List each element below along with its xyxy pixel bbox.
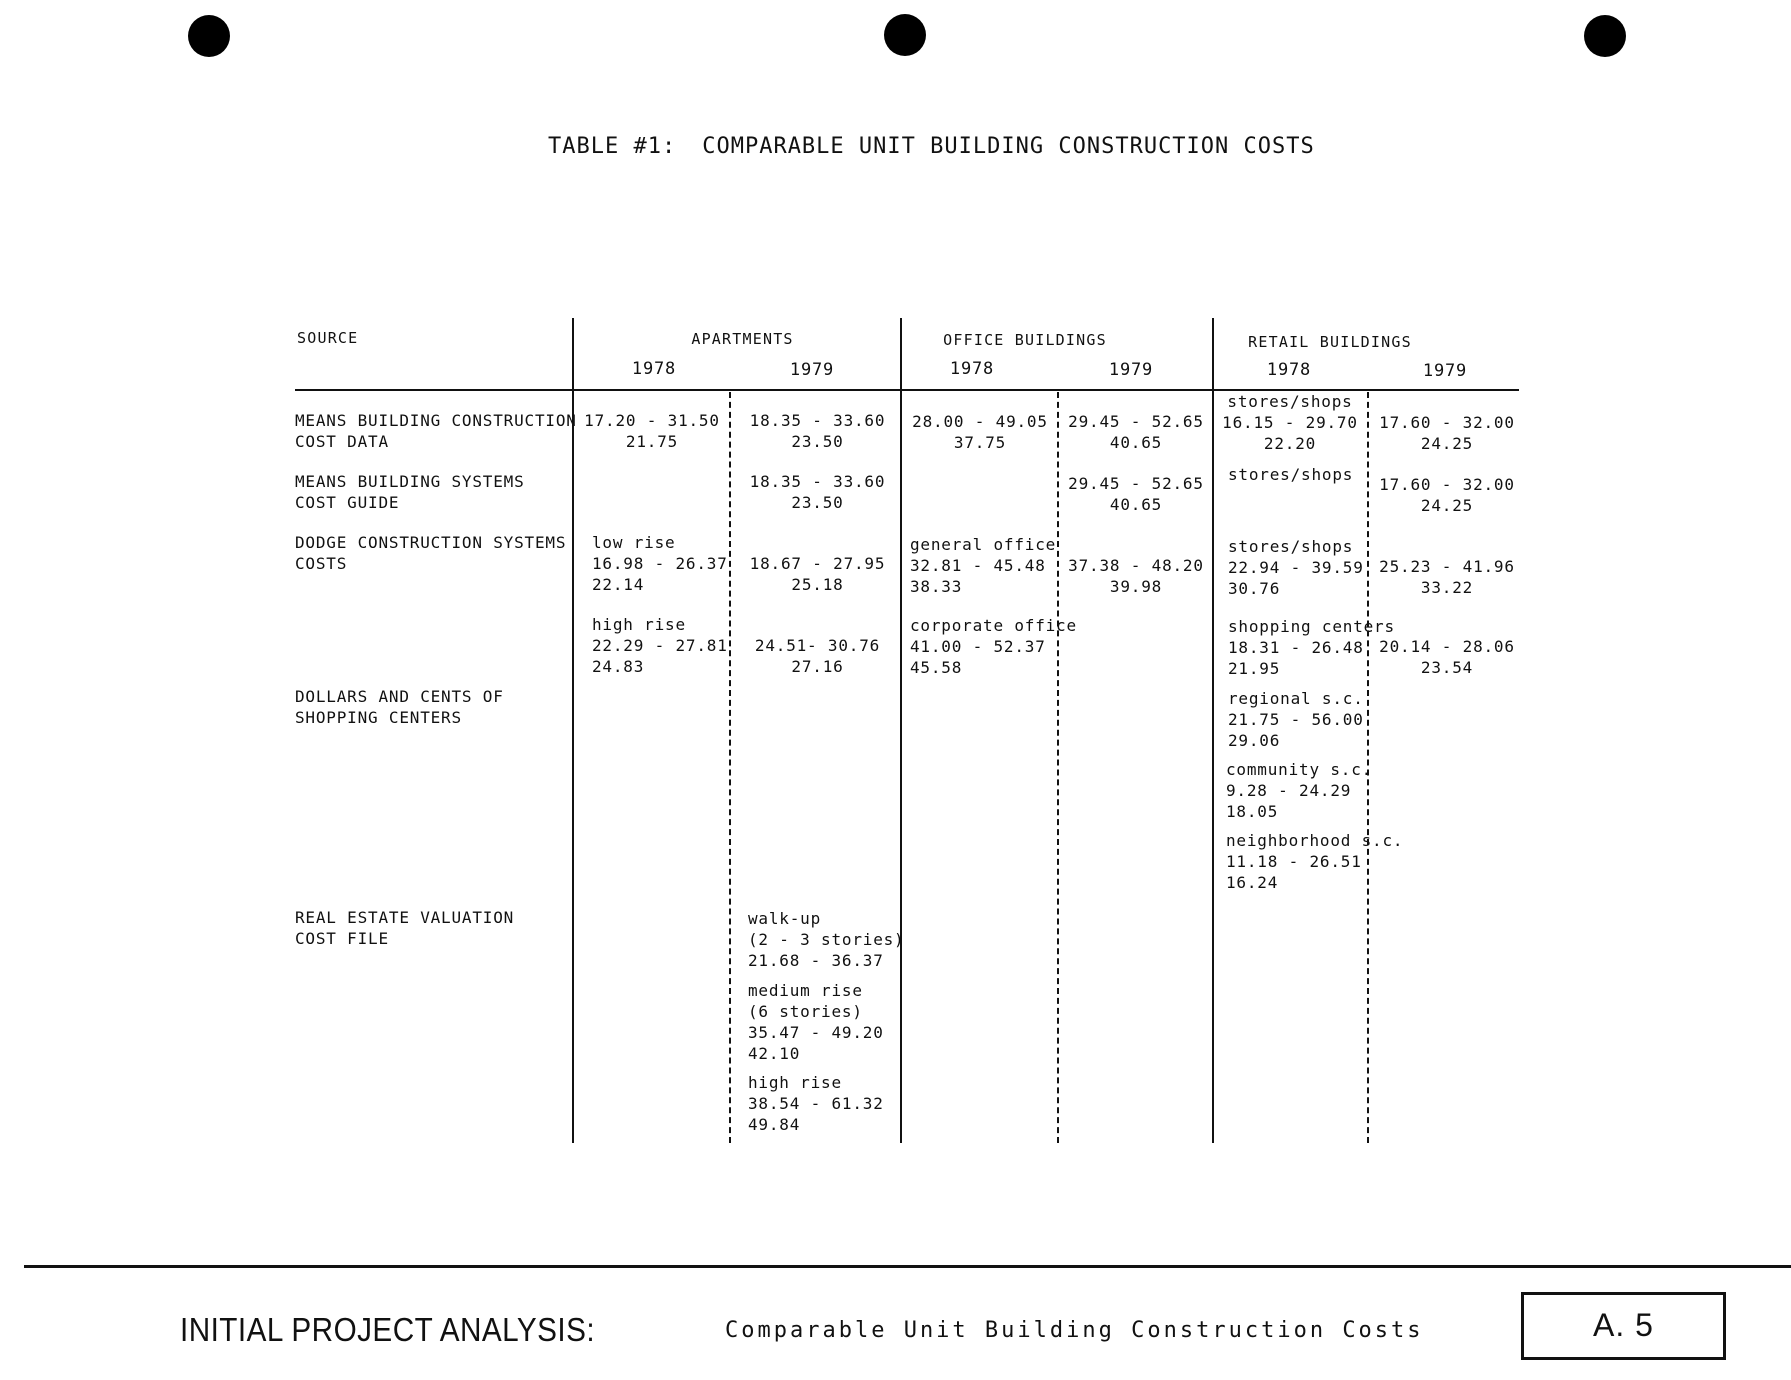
header-apartments: APARTMENTS: [691, 330, 794, 348]
cell-real-estate-walk-up: walk-up (2 - 3 stories) 21.68 - 36.37: [748, 909, 905, 970]
source-dollars-cents: DOLLARS AND CENTS OF SHOPPING CENTERS: [295, 687, 504, 727]
cell-dodge-retail-1979: 25.23 - 41.96 33.22: [1379, 557, 1515, 597]
cell-means-construction-apt-1978: 17.20 - 31.50 21.75: [584, 411, 720, 451]
cell-means-construction-office-1978: 28.00 - 49.05 37.75: [912, 412, 1048, 452]
source-real-estate: REAL ESTATE VALUATION COST FILE: [295, 908, 515, 948]
year-divider-office: [1057, 392, 1059, 1143]
table-title: [548, 134, 1315, 159]
year-divider-apartments: [729, 392, 731, 1143]
table-title-text: COMPARABLE UNIT BUILDING CONSTRUCTION COSTS: [702, 134, 1315, 159]
cell-means-systems-office-1979: 29.45 - 52.65 40.65: [1068, 474, 1204, 514]
cell-means-construction-apt-1979: 18.35 - 33.60 23.50: [749, 411, 886, 451]
page-number-box: [1521, 1292, 1726, 1360]
cell-dodge-office-1978-corporate: corporate office 41.00 - 52.37 45.58: [910, 616, 1077, 677]
cell-dodge-apt-1978-high-rise: high rise 22.29 - 27.81 24.83: [592, 615, 728, 676]
page-number: A. 5: [1593, 1307, 1654, 1343]
table-title-label: TABLE #1:: [548, 134, 677, 159]
cell-means-construction-office-1979: 29.45 - 52.65 40.65: [1068, 412, 1204, 452]
cell-real-estate-high-rise: high rise 38.54 - 61.32 49.84: [748, 1073, 884, 1134]
header-year-retail-1979: 1979: [1422, 361, 1468, 381]
cell-dollars-cents-community: community s.c. 9.28 - 24.29 18.05: [1226, 760, 1373, 821]
cell-dodge-retail-1978-shopping: shopping centers 18.31 - 26.48 21.95: [1228, 617, 1395, 678]
header-source: SOURCE: [297, 329, 359, 347]
cell-dodge-retail-1978-stores: stores/shops 22.94 - 39.59 30.76: [1228, 537, 1364, 598]
cell-dodge-apt-1978-low-rise: low rise 16.98 - 26.37 22.14: [592, 533, 728, 594]
source-means-systems: MEANS BUILDING SYSTEMS COST GUIDE: [295, 472, 525, 512]
footer-section-title: INITIAL PROJECT ANALYSIS:: [180, 1311, 596, 1348]
cell-real-estate-medium-rise: medium rise (6 stories) 35.47 - 49.20 42.10: [748, 981, 884, 1063]
header-year-apt-1979: 1979: [789, 360, 835, 380]
cell-means-construction-retail-1978: stores/shops 16.15 - 29.70 22.20: [1222, 392, 1358, 453]
binder-hole-right: [1584, 15, 1626, 57]
cell-means-systems-apt-1979: 18.35 - 33.60 23.50: [749, 472, 886, 512]
header-year-office-1978: 1978: [949, 359, 995, 379]
footer-page-subject: Comparable Unit Building Construction Costs: [725, 1318, 1424, 1343]
cell-dodge-retail-1979-b: 20.14 - 28.06 23.54: [1379, 637, 1515, 677]
header-year-apt-1978: 1978: [631, 359, 677, 379]
cell-means-systems-retail-1978: stores/shops: [1228, 465, 1354, 484]
cell-dodge-apt-1979: 18.67 - 27.95 25.18: [749, 554, 886, 594]
column-divider-retail: [1212, 318, 1214, 1143]
header-retail-buildings: RETAIL BUILDINGS: [1248, 333, 1412, 351]
header-office-buildings: OFFICE BUILDINGS: [943, 331, 1107, 349]
column-divider-office: [900, 318, 902, 1143]
cell-dodge-office-1979: 37.38 - 48.20 39.98: [1068, 556, 1204, 596]
footer-rule: [24, 1265, 1791, 1268]
cell-dollars-cents-regional: regional s.c. 21.75 - 56.00 29.06: [1228, 689, 1364, 750]
cell-dodge-office-1978-general: general office 32.81 - 45.48 38.33: [910, 535, 1057, 596]
source-dodge: DODGE CONSTRUCTION SYSTEMS COSTS: [295, 533, 567, 573]
header-year-retail-1978: 1978: [1266, 360, 1312, 380]
cell-means-construction-retail-1979: 17.60 - 32.00 24.25: [1379, 413, 1515, 453]
header-year-office-1979: 1979: [1108, 360, 1154, 380]
source-means-construction: MEANS BUILDING CONSTRUCTION COST DATA: [295, 411, 577, 451]
binder-hole-left: [188, 15, 230, 57]
cell-dodge-apt-1979-b: 24.51- 30.76 27.16: [754, 636, 881, 676]
cell-dollars-cents-neighborhood: neighborhood s.c. 11.18 - 26.51 16.24: [1226, 831, 1404, 892]
binder-hole-center: [884, 14, 926, 56]
cell-means-systems-retail-1979: 17.60 - 32.00 24.25: [1379, 475, 1515, 515]
